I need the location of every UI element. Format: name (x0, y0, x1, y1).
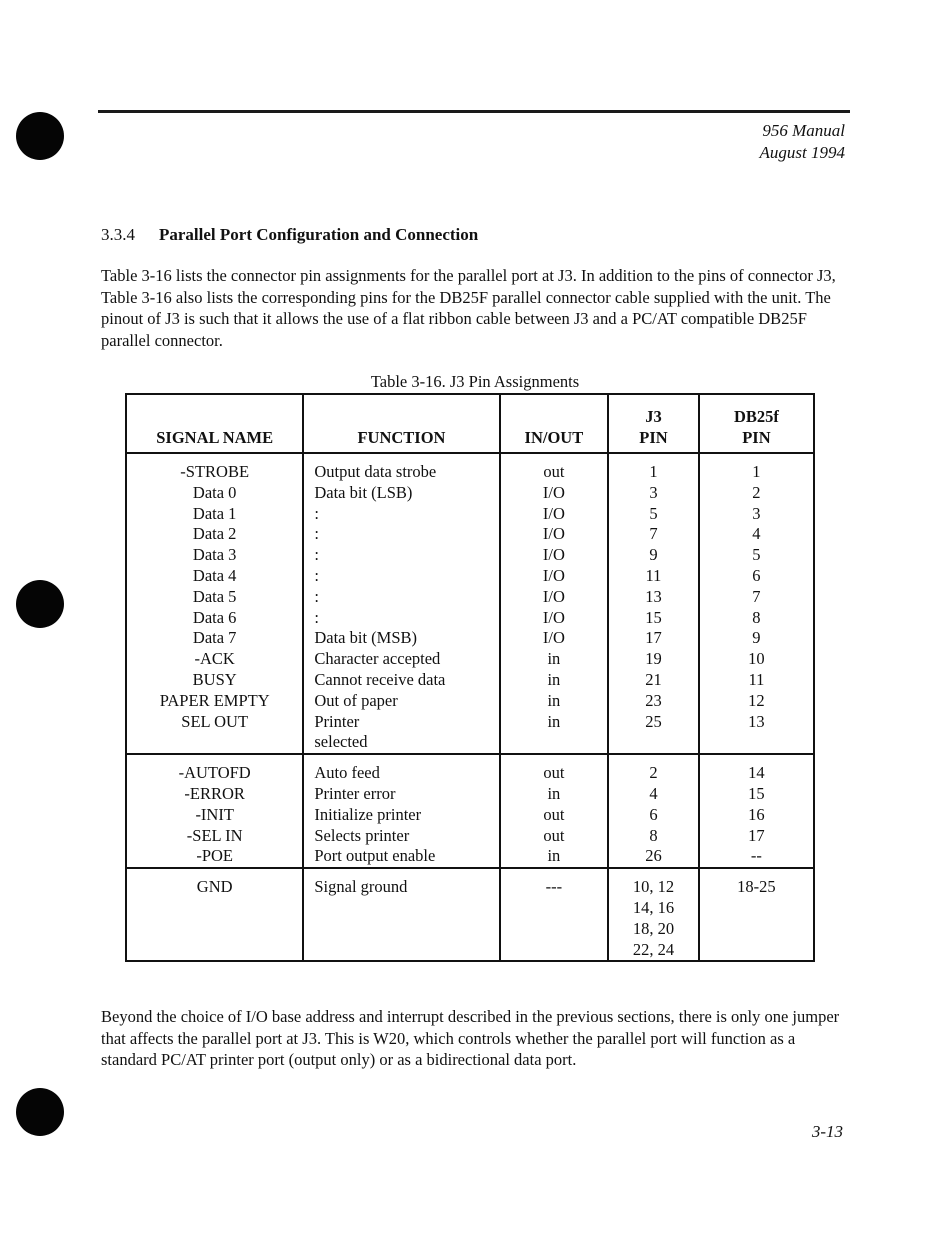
j3-pin-cell (608, 453, 699, 754)
signal-name-cell-line: Data 3 (192, 545, 237, 565)
in-out-cell-line: I/O (542, 503, 565, 523)
signal-name-cell-line: -POE (196, 846, 234, 866)
signal-name-cell-line: Data 7 (192, 628, 237, 648)
signal-name-cell-line: -ERROR (184, 783, 245, 803)
table-caption: Table 3-16. J3 Pin Assignments (370, 372, 580, 391)
function-cell-line: Initialize printer (314, 804, 422, 824)
signal-name-cell (126, 754, 303, 868)
j3-pin-cell (608, 754, 699, 868)
signal-name-cell-line: GND (196, 877, 233, 897)
j3-pin-cell-line: 8 (649, 825, 658, 845)
db25f-pin-cell (699, 868, 814, 961)
pin-assignment-table (125, 393, 815, 962)
in-out-cell-line: I/O (542, 524, 565, 544)
j3-pin-cell-line: 14, 16 (632, 897, 675, 917)
closing-paragraph: Beyond the choice of I/O base address and interrupt described in the previous sections, there is only one jumper that affects the parallel port at J3. This is W20, which controls whether the parallel port will function as a standard PC/AT printer port (output only) or as a bidirectional data port. (101, 1007, 840, 1069)
signal-name-cell-line: -AUTOFD (178, 763, 251, 783)
in-out-cell-line: out (543, 462, 565, 481)
table-group-row (126, 754, 814, 868)
in-out-cell-line: I/O (542, 565, 565, 585)
header-signal-name: SIGNAL NAME (126, 394, 303, 453)
function-cell-line: Data bit (LSB) (314, 482, 413, 502)
header-in-out: IN/OUT (500, 394, 609, 453)
j3-pin-cell-line: 13 (645, 586, 662, 606)
signal-name-cell-line: -SEL IN (186, 825, 243, 845)
signal-name-cell-line: BUSY (192, 669, 237, 689)
signal-name-cell-line: Data 1 (192, 503, 237, 523)
db25f-pin-cell-line: 3 (752, 503, 761, 523)
j3-pin-cell-line: 5 (649, 503, 658, 523)
signal-name-cell-line: -ACK (194, 649, 235, 669)
in-out-cell-line: out (543, 763, 565, 783)
in-out-cell-line: in (547, 846, 561, 866)
db25f-pin-cell-line: 9 (752, 628, 761, 648)
header-manual-title: 956 Manual (762, 121, 845, 140)
signal-name-cell-line: Data 4 (192, 565, 237, 585)
function-cell-line: Selects printer (314, 825, 410, 845)
in-out-cell-line: in (547, 783, 561, 803)
function-cell-line: : (314, 607, 319, 627)
db25f-pin-cell-line: 10 (748, 649, 765, 669)
in-out-cell-line: --- (545, 877, 563, 897)
db25f-pin-cell-line: 6 (752, 565, 761, 585)
function-cell-line: Data bit (MSB) (314, 628, 418, 648)
in-out-cell (500, 868, 609, 961)
section-title: Parallel Port Configuration and Connection (159, 225, 479, 244)
j3-pin-cell-line: 6 (649, 804, 658, 824)
in-out-cell-line: in (547, 690, 561, 710)
j3-pin-cell-line: 18, 20 (632, 918, 675, 938)
function-cell-line: : (314, 524, 319, 544)
function-cell-line: : (314, 586, 319, 606)
signal-name-cell-line: PAPER EMPTY (159, 690, 270, 710)
function-cell (303, 754, 499, 868)
db25f-pin-cell-line: 11 (748, 669, 765, 689)
table-group-row (126, 453, 814, 754)
j3-pin-cell-line: 4 (649, 783, 658, 803)
db25f-pin-cell (699, 453, 814, 754)
function-cell-line: Cannot receive data (314, 669, 446, 689)
function-cell-line: : (314, 503, 319, 523)
db25f-pin-cell-line: 15 (748, 783, 765, 803)
j3-pin-cell-line: 2 (649, 763, 658, 783)
j3-pin-cell-line: 7 (649, 524, 658, 544)
signal-name-cell-line: Data 6 (192, 607, 237, 627)
intro-paragraph: Table 3-16 lists the connector pin assignments for the parallel port at J3. In addition to the pins of connector J3, Table 3-16 also lists the corresponding pins for the DB25F parallel connector cable supplied with the unit. The pinout of J3 is such that it allows the use of a flat ribbon cable between J3 and a PC/AT compatible DB25F parallel connector. (101, 266, 836, 350)
function-cell (303, 868, 499, 961)
function-cell-line: Signal ground (314, 877, 408, 897)
db25f-pin-cell-line: 16 (748, 804, 765, 824)
db25f-pin-cell-line: 12 (748, 690, 765, 710)
signal-name-cell-line: Data 2 (192, 524, 237, 544)
header-rule (98, 110, 850, 113)
in-out-cell-line: out (543, 825, 565, 845)
db25f-pin-cell-line: 18-25 (737, 877, 776, 897)
section-heading (101, 225, 478, 245)
db25f-pin-cell-line: 14 (748, 763, 765, 783)
j3-pin-cell-line: 26 (645, 846, 662, 866)
header-j3-pin: J3 PIN (608, 394, 699, 453)
db25f-pin-cell-line: 7 (752, 586, 761, 606)
in-out-cell-line: out (543, 804, 565, 824)
db25f-pin-cell-line: 2 (752, 482, 761, 502)
page-number: 3-13 (811, 1122, 843, 1141)
j3-pin-cell-line: 1 (649, 462, 658, 481)
in-out-cell-line: I/O (542, 545, 565, 565)
signal-name-cell-line: -STROBE (180, 462, 250, 481)
signal-name-cell-line: Data 0 (192, 482, 237, 502)
binder-hole-top (16, 112, 64, 160)
in-out-cell-line: I/O (542, 482, 565, 502)
function-cell-line: Output data strobe (314, 462, 437, 481)
function-cell-line: : (314, 545, 319, 565)
binder-hole-bottom (16, 1088, 64, 1136)
db25f-pin-cell-line: 17 (748, 825, 765, 845)
j3-pin-cell-line: 15 (645, 607, 662, 627)
binder-hole-middle (16, 580, 64, 628)
function-cell (303, 453, 499, 754)
function-cell-line: Auto feed (314, 763, 380, 783)
function-cell-line: Printer (314, 711, 360, 731)
j3-pin-cell-line: 25 (645, 711, 662, 731)
db25f-pin-cell-line: 4 (752, 524, 761, 544)
table-group-row (126, 868, 814, 961)
function-cell-line: Port output enable (314, 846, 436, 866)
header-date: August 1994 (759, 143, 845, 162)
in-out-cell-line: I/O (542, 607, 565, 627)
section-number: 3.3.4 (101, 225, 135, 244)
j3-pin-cell-line: 22, 24 (632, 939, 675, 959)
header-function: FUNCTION (303, 394, 499, 453)
db25f-pin-cell-line: 8 (752, 607, 761, 627)
function-cell-line: Character accepted (314, 649, 441, 669)
header-db25f-pin: DB25f PIN (699, 394, 814, 453)
j3-pin-cell-line: 10, 12 (632, 877, 675, 897)
signal-name-cell-line: -INIT (195, 804, 234, 824)
function-cell-line: selected (314, 732, 368, 752)
signal-name-cell (126, 453, 303, 754)
signal-name-cell-line: SEL OUT (181, 711, 249, 731)
j3-pin-cell-line: 23 (645, 690, 662, 710)
db25f-pin-cell-line: 5 (752, 545, 761, 565)
in-out-cell-line: in (547, 711, 561, 731)
in-out-cell-line: in (547, 649, 561, 669)
in-out-cell (500, 754, 609, 868)
signal-name-cell-line: Data 5 (192, 586, 237, 606)
j3-pin-cell (608, 868, 699, 961)
db25f-pin-cell-line: -- (750, 846, 762, 866)
j3-pin-cell-line: 3 (649, 482, 658, 502)
j3-pin-cell-line: 11 (645, 565, 662, 585)
table-header-row (126, 394, 814, 453)
function-cell-line: Printer error (314, 783, 396, 803)
in-out-cell (500, 453, 609, 754)
signal-name-cell (126, 868, 303, 961)
j3-pin-cell-line: 9 (649, 545, 658, 565)
function-cell-line: Out of paper (314, 690, 398, 710)
j3-pin-cell-line: 21 (645, 669, 662, 689)
in-out-cell-line: I/O (542, 628, 565, 648)
function-cell-line: : (314, 565, 319, 585)
in-out-cell-line: I/O (542, 586, 565, 606)
j3-pin-cell-line: 17 (645, 628, 662, 648)
j3-pin-cell-line: 19 (645, 649, 662, 669)
db25f-pin-cell (699, 754, 814, 868)
in-out-cell-line: in (547, 669, 561, 689)
db25f-pin-cell-line: 13 (748, 711, 765, 731)
db25f-pin-cell-line: 1 (752, 462, 761, 481)
